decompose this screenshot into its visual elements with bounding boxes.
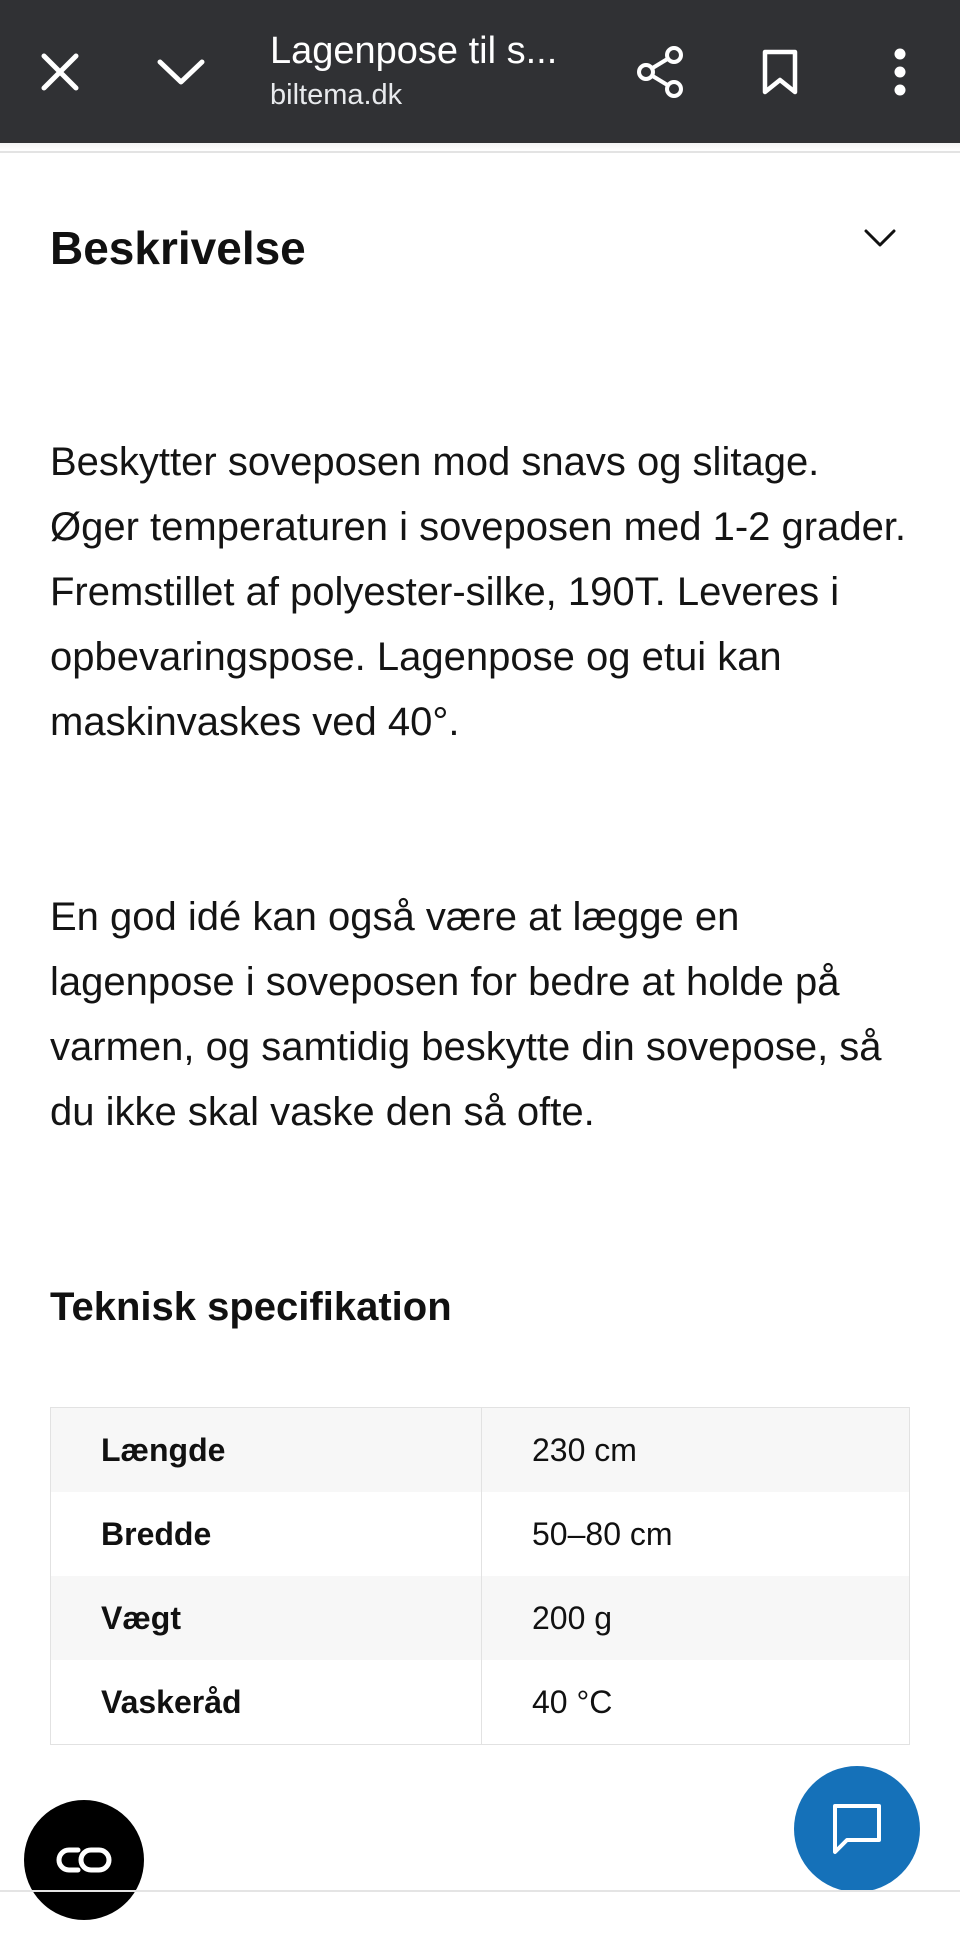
page-title-area[interactable] <box>270 26 590 114</box>
spec-label: Bredde <box>51 1492 482 1576</box>
spec-value: 50–80 cm <box>482 1492 910 1576</box>
share-icon <box>635 45 685 99</box>
chevron-down-icon <box>156 57 206 87</box>
table-row <box>51 1660 910 1745</box>
bookmark-button[interactable] <box>730 22 830 122</box>
cookie-consent-button[interactable] <box>24 1800 144 1920</box>
chat-icon <box>827 1800 887 1858</box>
chevron-down-icon <box>862 226 898 250</box>
share-button[interactable] <box>610 22 710 122</box>
chat-button[interactable] <box>790 1762 924 1896</box>
more-options-button[interactable] <box>850 22 950 122</box>
table-row <box>51 1408 910 1493</box>
cookie-consent-icon <box>52 1844 116 1876</box>
more-vert-icon <box>893 48 907 96</box>
table-row <box>51 1576 910 1660</box>
spec-label: Vægt <box>51 1576 482 1660</box>
description-heading: Beskrivelse <box>50 222 306 274</box>
table-row <box>51 1492 910 1576</box>
browser-toolbar <box>0 0 960 143</box>
page-title: Lagenpose til s... <box>270 30 558 72</box>
spec-label: Vaskeråd <box>51 1660 482 1745</box>
spec-value: 200 g <box>482 1576 910 1660</box>
description-accordion-header[interactable] <box>50 208 910 288</box>
close-tab-button[interactable] <box>10 22 110 122</box>
chat-button-fill <box>794 1766 920 1892</box>
bookmark-icon <box>760 48 800 96</box>
toolbar-divider <box>0 143 960 153</box>
spec-heading: Teknisk specifikation <box>50 1285 452 1329</box>
spec-value: 40 °C <box>482 1660 910 1745</box>
page-url: biltema.dk <box>270 79 403 111</box>
description-paragraph: Beskytter soveposen mod snavs og slitage. Øger temperaturen i soveposen med 1-2 grader. Fremstillet af polyester-silke, 190T. Leveres i opbevaringspose. Lagenpose og etui kan maskinvaskes ved 40°. <box>50 440 907 744</box>
description-paragraph: En god idé kan også være at lægge en lagenpose i soveposen for bedre at holde på varmen, og samtidig beskytte din sovepose, så du ikke skal vaske den så ofte. <box>50 895 882 1134</box>
minimize-tab-button[interactable] <box>131 22 231 122</box>
bottom-divider <box>0 1890 960 1892</box>
close-icon <box>38 50 82 94</box>
spec-value: 230 cm <box>482 1408 910 1493</box>
spec-table <box>50 1407 910 1745</box>
spec-label: Længde <box>51 1408 482 1493</box>
